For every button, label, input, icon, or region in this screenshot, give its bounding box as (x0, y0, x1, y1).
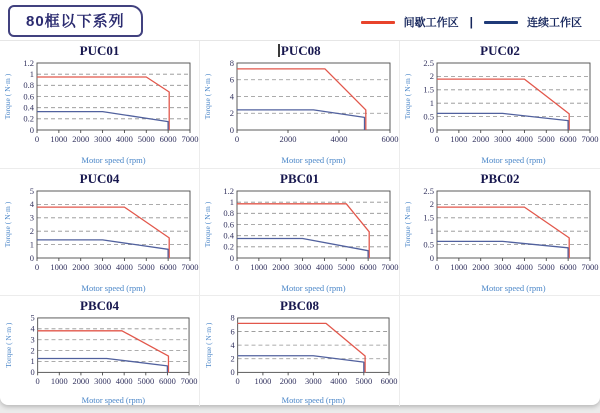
y-tick-label: 6 (229, 327, 235, 337)
y-tick-label: 1.2 (22, 58, 34, 68)
y-tick-label: 0 (29, 252, 34, 263)
chart-cell-PUC08 (200, 41, 400, 169)
x-tick-label: 1000 (254, 377, 271, 387)
x-tick-label: 1000 (450, 262, 468, 272)
x-tick-label: 1000 (249, 262, 267, 272)
y-tick-label: 6 (229, 74, 234, 85)
y-tick-label: 0.5 (423, 239, 434, 250)
y-tick-label: 8 (229, 58, 234, 68)
x-tick-label: 4000 (315, 262, 333, 272)
charts-grid (0, 40, 600, 406)
chart-title (280, 298, 319, 313)
chart-title-text: PBC04 (80, 298, 119, 313)
y-tick-label: 0.5 (423, 111, 434, 122)
x-tick-label: 6000 (159, 262, 177, 272)
y-tick-label: 1.2 (222, 186, 234, 196)
y-tick-label: 8 (229, 313, 235, 323)
x-tick-label: 6000 (359, 262, 377, 272)
y-tick-label: 1.5 (423, 84, 434, 95)
torque-speed-chart (401, 186, 599, 294)
y-tick-label: 0.4 (222, 230, 234, 241)
torque-speed-chart (201, 58, 399, 166)
intermittent-zone-line (237, 323, 364, 372)
continuous-zone-line (37, 240, 168, 258)
y-axis-label: Torque ( N·m ) (203, 322, 213, 368)
y-axis-label: Torque ( N·m ) (2, 201, 12, 248)
x-tick-label: 3000 (494, 134, 512, 144)
y-tick-label: 2 (429, 199, 434, 210)
x-tick-label: 4000 (330, 134, 347, 144)
legend-separator: | (469, 15, 473, 29)
text-cursor (278, 44, 280, 57)
x-tick-label: 5000 (137, 134, 155, 144)
y-tick-label: 2 (229, 354, 235, 364)
empty-cell (400, 296, 600, 406)
x-tick-label: 4000 (329, 377, 347, 387)
x-tick-label: 0 (35, 377, 40, 387)
x-tick-label: 3000 (304, 377, 322, 387)
x-tick-label: 3000 (293, 262, 311, 272)
x-tick-label: 2000 (279, 377, 297, 387)
x-tick-label: 0 (434, 134, 440, 144)
x-tick-label: 5000 (537, 134, 555, 144)
x-tick-label: 0 (34, 134, 39, 144)
torque-speed-chart (1, 58, 199, 166)
intermittent-zone-line (37, 207, 169, 258)
intermittent-zone-line (437, 207, 569, 258)
chart-title (481, 171, 520, 186)
legend-line-intermittent (361, 21, 395, 24)
chart-title (80, 298, 119, 313)
x-tick-label: 4000 (115, 134, 133, 144)
torque-speed-chart (201, 313, 399, 406)
y-tick-label: 0.8 (22, 80, 34, 91)
x-tick-label: 6000 (381, 134, 398, 144)
x-tick-label: 3000 (93, 377, 111, 387)
x-tick-label: 2000 (472, 262, 490, 272)
x-tick-label: 6000 (559, 262, 577, 272)
chart-title-text: PBC02 (480, 171, 520, 186)
x-tick-label: 0 (34, 262, 39, 272)
y-tick-label: 3 (29, 335, 35, 345)
continuous-zone-line (37, 112, 168, 130)
x-axis-label: Motor speed (rpm) (280, 283, 346, 293)
y-tick-label: 0.4 (22, 102, 34, 113)
page-header (0, 0, 600, 40)
y-tick-label: 3 (29, 212, 34, 223)
y-tick-label: 0 (429, 252, 434, 263)
y-tick-label: 0.2 (22, 113, 34, 124)
intermittent-zone-line (237, 204, 369, 258)
y-tick-label: 0 (29, 368, 35, 378)
chart-title-text: PUC01 (79, 43, 120, 58)
x-tick-label: 6000 (559, 134, 577, 144)
y-tick-label: 0.8 (222, 208, 234, 219)
x-tick-label: 7000 (181, 262, 198, 272)
chart-cell-PBC02 (400, 169, 600, 296)
y-tick-label: 1 (29, 239, 34, 250)
y-tick-label: 4 (29, 324, 35, 334)
torque-speed-chart (1, 313, 199, 406)
x-axis-label: Motor speed (rpm) (481, 155, 546, 165)
y-tick-label: 1.5 (423, 212, 434, 223)
torque-speed-chart (1, 186, 199, 294)
continuous-zone-line (437, 241, 568, 258)
y-tick-label: 2.5 (423, 186, 434, 196)
continuous-zone-line (37, 359, 167, 373)
y-tick-label: 1 (229, 196, 234, 207)
y-tick-label: 4 (29, 199, 34, 210)
x-axis-label: Motor speed (rpm) (481, 283, 546, 293)
x-tick-label: 7000 (581, 134, 599, 144)
y-tick-label: 1 (29, 357, 35, 367)
y-tick-label: 5 (29, 186, 34, 196)
torque-speed-chart (201, 186, 399, 294)
x-tick-label: 2000 (271, 262, 289, 272)
x-tick-label: 2000 (71, 134, 89, 144)
intermittent-zone-line (437, 79, 569, 130)
x-tick-label: 5000 (137, 262, 155, 272)
y-axis-label: Torque ( N·m ) (2, 73, 12, 120)
chart-title-text: PBC01 (280, 171, 319, 186)
x-tick-label: 2000 (72, 377, 89, 387)
y-tick-label: 1 (429, 98, 434, 108)
chart-title-text: PUC02 (480, 43, 520, 58)
y-tick-label: 0 (229, 368, 235, 378)
x-tick-label: 0 (234, 134, 239, 144)
y-tick-label: 0.2 (222, 241, 234, 252)
chart-cell-PUC01 (0, 41, 200, 169)
y-axis-label: Torque ( N·m ) (202, 73, 212, 120)
chart-title (80, 43, 120, 58)
x-axis-label: Motor speed (rpm) (80, 283, 146, 293)
x-tick-label: 1000 (50, 377, 68, 387)
x-axis-label: Motor speed (rpm) (81, 396, 145, 406)
continuous-zone-line (237, 356, 363, 373)
x-tick-label: 4000 (515, 262, 533, 272)
y-tick-label: 2 (29, 346, 35, 356)
y-tick-label: 0 (29, 124, 34, 135)
continuous-zone-line (237, 239, 368, 259)
x-tick-label: 7000 (180, 377, 197, 387)
x-tick-label: 1000 (49, 134, 67, 144)
chart-title-text: PBC08 (280, 298, 319, 313)
y-tick-label: 4 (229, 91, 234, 102)
y-axis-label: Torque ( N·m ) (3, 322, 13, 368)
x-tick-label: 3000 (494, 262, 512, 272)
x-tick-label: 2000 (279, 134, 296, 144)
x-tick-label: 0 (434, 262, 440, 272)
chart-cell-PBC01 (200, 169, 400, 296)
y-tick-label: 5 (29, 313, 35, 323)
chart-title (80, 171, 120, 186)
y-tick-label: 2 (229, 108, 234, 119)
y-tick-label: 2.5 (423, 58, 434, 68)
chart-cell-PUC04 (0, 169, 200, 296)
y-tick-label: 0.6 (22, 91, 34, 102)
y-tick-label: 1 (429, 226, 434, 236)
y-tick-label: 0.6 (222, 219, 234, 230)
x-axis-label: Motor speed (rpm) (281, 396, 345, 406)
x-tick-label: 7000 (181, 134, 198, 144)
torque-speed-chart (401, 58, 599, 166)
chart-title (480, 43, 520, 58)
x-tick-label: 5000 (136, 377, 154, 387)
plot-border (37, 318, 188, 372)
y-tick-label: 2 (429, 71, 434, 82)
x-tick-label: 0 (234, 262, 239, 272)
x-tick-label: 7000 (381, 262, 398, 272)
x-tick-label: 4000 (115, 262, 133, 272)
x-tick-label: 2000 (71, 262, 89, 272)
x-tick-label: 1000 (49, 262, 67, 272)
y-axis-label: Torque ( N·m ) (202, 201, 212, 248)
y-tick-label: 1 (29, 68, 34, 79)
x-tick-label: 4000 (515, 134, 533, 144)
x-tick-label: 1000 (450, 134, 468, 144)
series-title-tag: 80框以下系列 (8, 5, 143, 37)
legend (361, 14, 582, 30)
chart-title (280, 171, 319, 186)
x-tick-label: 7000 (581, 262, 599, 272)
y-axis-label: Torque ( N·m ) (403, 73, 412, 120)
chart-cell-PBC04 (0, 296, 200, 406)
x-tick-label: 3000 (93, 134, 111, 144)
x-tick-label: 6000 (159, 134, 177, 144)
continuous-zone-line (437, 113, 568, 130)
chart-cell-PBC08 (200, 296, 400, 406)
x-tick-label: 0 (235, 377, 240, 387)
y-axis-label: Torque ( N·m ) (403, 201, 412, 248)
intermittent-zone-line (237, 69, 366, 130)
legend-line-continuous (484, 21, 518, 24)
intermittent-zone-line (37, 331, 168, 373)
x-axis-label: Motor speed (rpm) (80, 155, 146, 165)
chart-title-text: PUC08 (280, 43, 321, 58)
chart-title (278, 43, 320, 58)
x-tick-label: 6000 (158, 377, 176, 387)
chart-title-text: PUC04 (79, 171, 120, 186)
x-tick-label: 3000 (93, 262, 111, 272)
x-tick-label: 4000 (115, 377, 133, 387)
x-tick-label: 5000 (337, 262, 355, 272)
y-tick-label: 2 (29, 226, 34, 236)
x-tick-label: 5000 (537, 262, 555, 272)
x-tick-label: 2000 (472, 134, 490, 144)
y-tick-label: 0 (229, 252, 234, 263)
legend-label: 连续工作区 (527, 17, 582, 29)
x-axis-label: Motor speed (rpm) (280, 155, 346, 165)
y-tick-label: 4 (229, 340, 235, 350)
y-tick-label: 0 (229, 124, 234, 135)
y-tick-label: 0 (429, 124, 434, 135)
x-tick-label: 6000 (380, 377, 397, 387)
x-tick-label: 5000 (354, 377, 372, 387)
plot-border (37, 191, 190, 258)
chart-cell-PUC02 (400, 41, 600, 169)
legend-label: 间歇工作区 (403, 17, 459, 29)
